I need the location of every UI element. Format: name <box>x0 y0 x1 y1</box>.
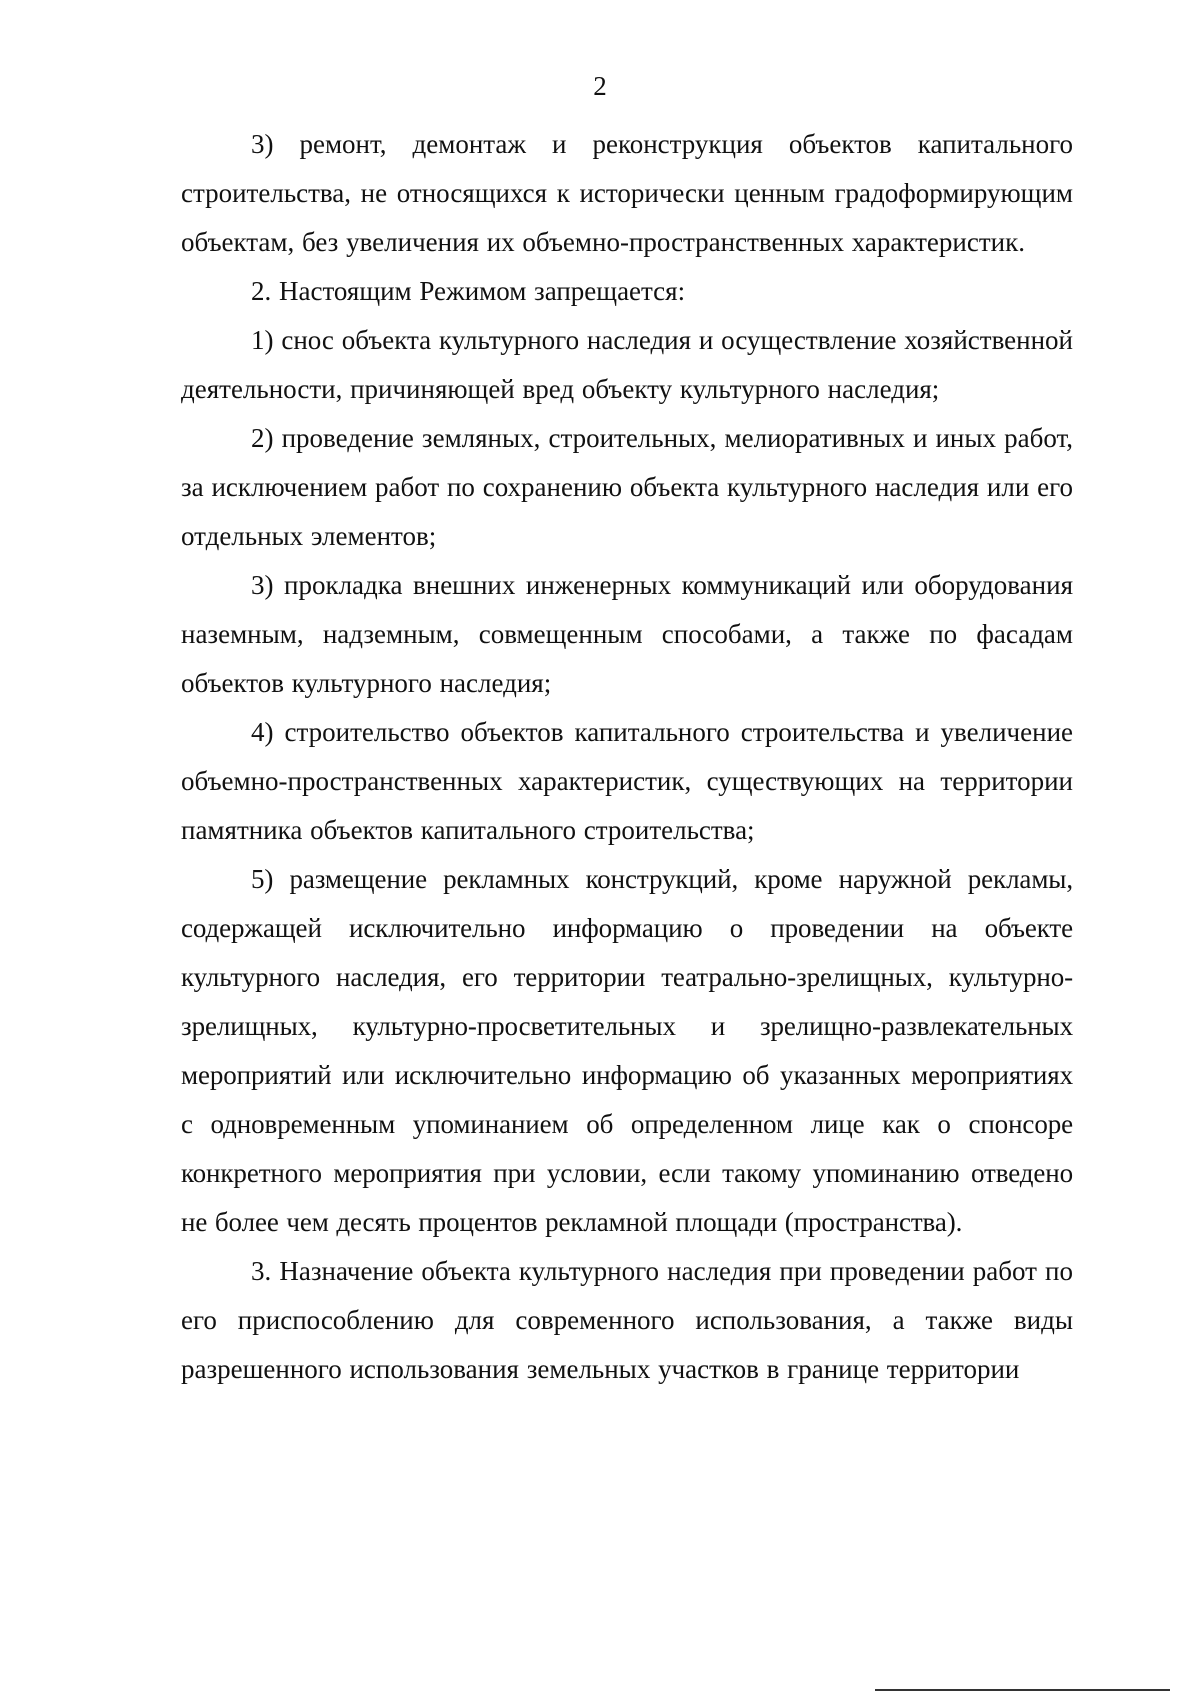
paragraph-section-3-purpose: 3. Назначение объекта культурного наследия при проведении работ по его приспособлению для современного использования, а также виды разрешенного использования земельных участков в границе территории <box>181 1256 1073 1384</box>
footer-divider <box>875 1689 1170 1691</box>
document-body <box>181 120 1073 1394</box>
paragraph-item-1-demolition: 1) снос объекта культурного наследия и осуществление хозяйственной деятельности, причиняющей вред объекту культурного наследия; <box>181 325 1073 404</box>
paragraph-item-5-advertising: 5) размещение рекламных конструкций, кроме наружной рекламы, содержащей исключительно информацию о проведении на объекте культурного наследия, его территории театрально-зрелищных, культурно-зрелищных, культурно-просветительных и зрелищно-развлекательных мероприятий или исключительно информацию об указанных мероприятиях с одновременным упоминанием об определенном лице как о спонсоре конкретного мероприятия при условии, если такому упоминанию отведено не более чем десять процентов рекламной площади (пространства). <box>181 864 1073 1237</box>
paragraph-item-3-utilities: 3) прокладка внешних инженерных коммуникаций или оборудования наземным, надземным, совмещенным способами, а также по фасадам объектов культурного наследия; <box>181 570 1073 698</box>
paragraph-item-4-construction: 4) строительство объектов капитального строительства и увеличение объемно-пространственных характеристик, существующих на территории памятника объектов капитального строительства; <box>181 717 1073 845</box>
paragraph-section-2-heading: 2. Настоящим Режимом запрещается: <box>251 276 686 306</box>
paragraph-item-2-earthworks: 2) проведение земляных, строительных, мелиоративных и иных работ, за исключением работ по сохранению объекта культурного наследия или его отдельных элементов; <box>181 423 1073 551</box>
paragraph-item-3-repair: 3) ремонт, демонтаж и реконструкция объектов капитального строительства, не относящихся к исторически ценным градоформирующим объектам, без увеличения их объемно-пространственных характеристик. <box>181 129 1073 257</box>
page-number: 2 <box>593 71 607 101</box>
